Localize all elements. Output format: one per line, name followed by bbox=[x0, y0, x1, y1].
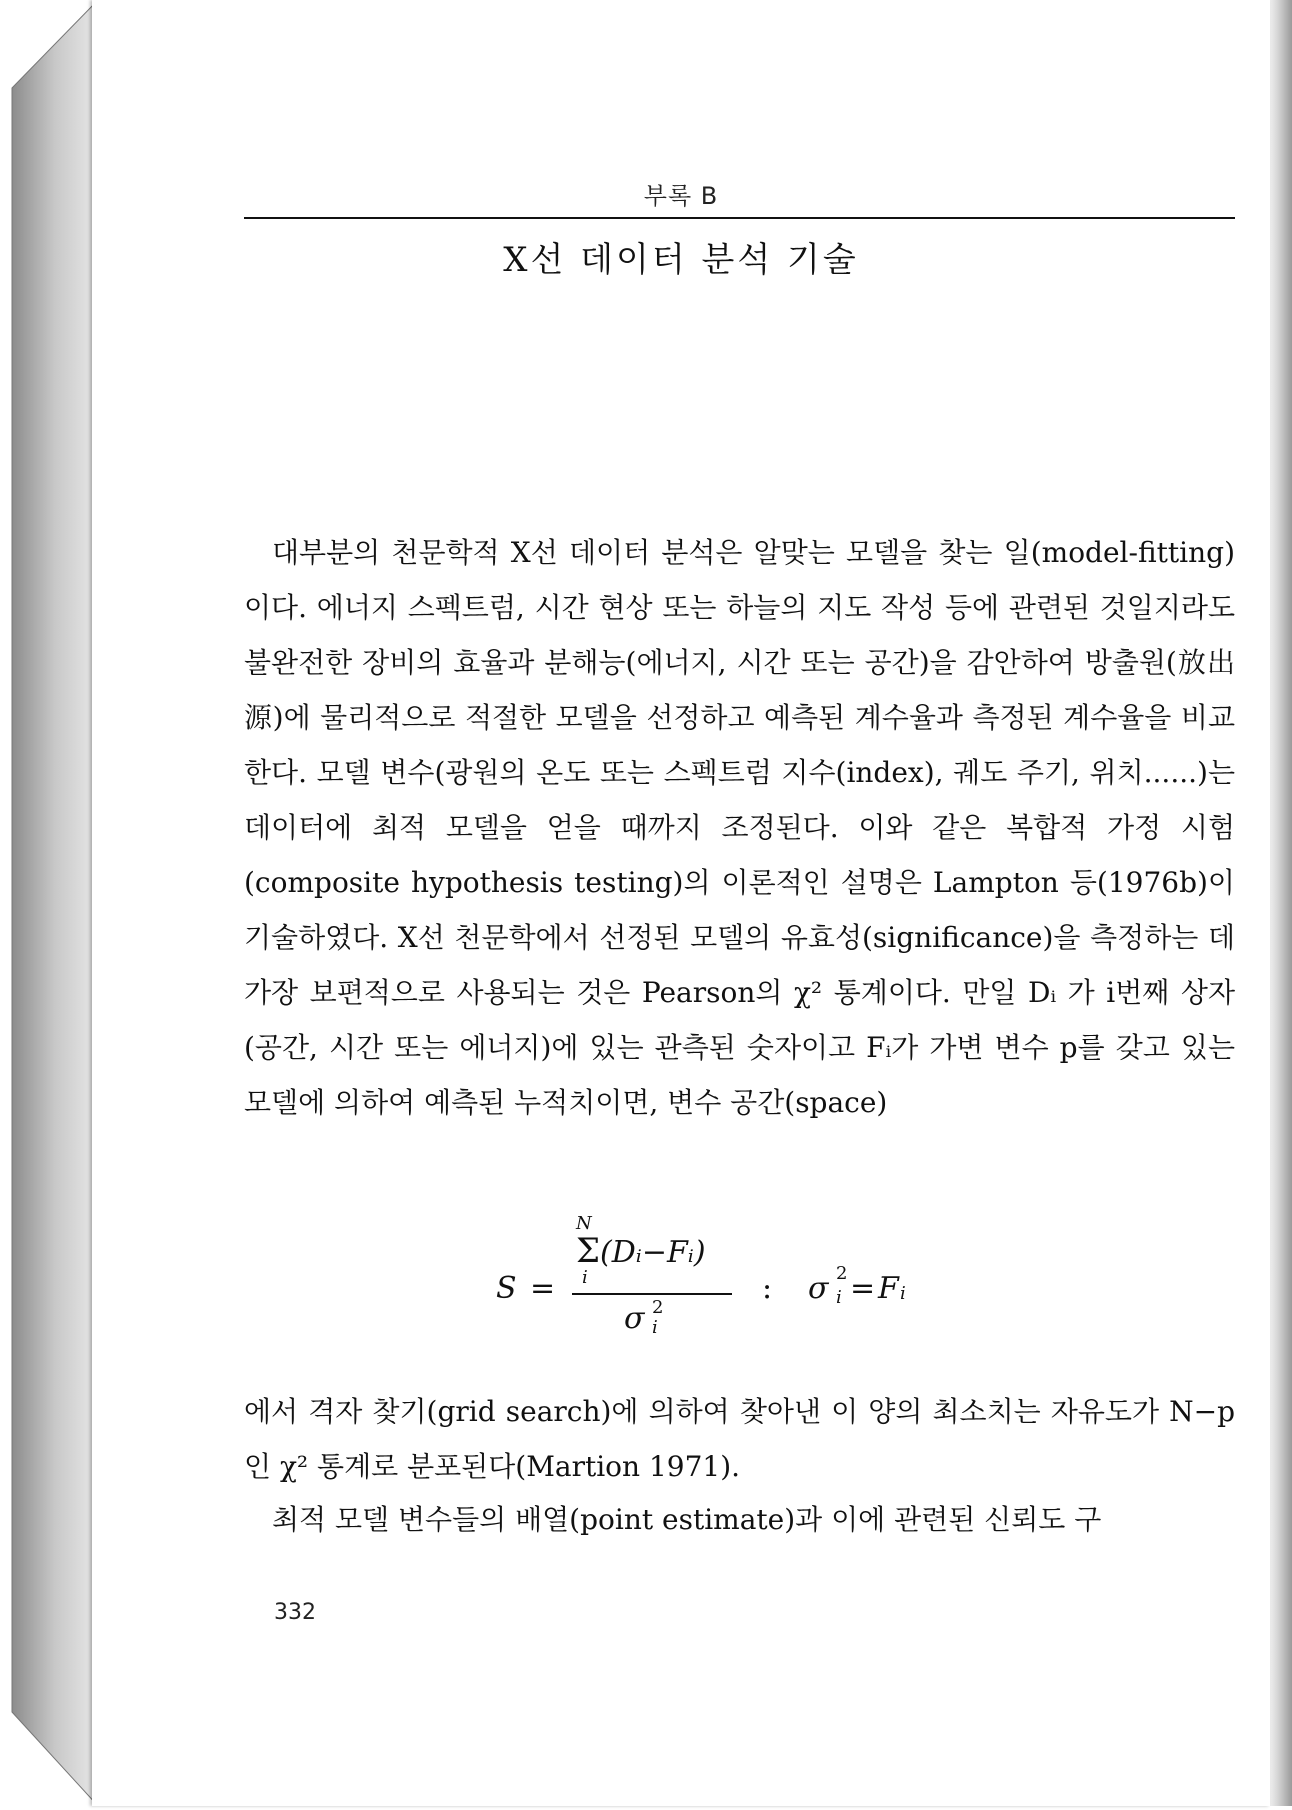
formula-numerator bbox=[576, 1231, 706, 1271]
paragraph-3-text: 최적 모델 변수들의 배열(point estimate)과 이에 관련된 신뢰도 구 bbox=[272, 1503, 1102, 1536]
header-rule bbox=[244, 217, 1235, 219]
formula-sum-upper: N bbox=[576, 1213, 592, 1234]
book-left-edge bbox=[0, 0, 100, 1806]
formula-colon: : bbox=[762, 1271, 773, 1306]
formula-denominator-sub: i bbox=[652, 1317, 658, 1338]
formula-equals: = bbox=[530, 1271, 556, 1306]
formula-sigma-sup: 2 bbox=[836, 1263, 848, 1284]
formula-equals-2: = bbox=[850, 1271, 876, 1306]
paragraph-1 bbox=[244, 525, 1235, 1130]
formula-denominator: σ bbox=[624, 1301, 645, 1336]
formula-fraction-bar bbox=[572, 1293, 732, 1295]
book-right-edge bbox=[1268, 0, 1292, 1806]
formula-numerator-text: (Dᵢ−Fᵢ) bbox=[600, 1235, 706, 1270]
page-number: 332 bbox=[274, 1600, 316, 1625]
formula-sigma-sub: i bbox=[836, 1287, 842, 1308]
formula-F-sub: i bbox=[900, 1283, 906, 1304]
formula-sigma: σ bbox=[808, 1271, 829, 1306]
formula-F: F bbox=[878, 1271, 899, 1306]
formula-S: S bbox=[496, 1271, 517, 1306]
book-page bbox=[92, 0, 1270, 1806]
paragraph-3 bbox=[244, 1492, 1235, 1547]
book-edge-shape bbox=[0, 0, 100, 1806]
formula-sum-symbol: Σ bbox=[576, 1231, 601, 1271]
paragraph-2-text: 에서 격자 찾기(grid search)에 의하여 찾아낸 이 양의 최소치는 자유도가 N−p인 χ² 통계로 분포된다(Martion 1971). bbox=[244, 1395, 1235, 1483]
appendix-label: 부록 B bbox=[643, 182, 719, 210]
chapter-title: X선 데이터 분석 기술 bbox=[503, 240, 859, 280]
formula-denominator-sup: 2 bbox=[652, 1297, 664, 1318]
chi-square-formula bbox=[92, 1213, 1270, 1345]
formula-sum-lower: i bbox=[582, 1267, 588, 1288]
paragraph-2 bbox=[244, 1384, 1235, 1494]
paragraph-1-text: 대부분의 천문학적 X선 데이터 분석은 알맞는 모델을 찾는 일(model-fitting)이다. 에너지 스펙트럼, 시간 현상 또는 하늘의 지도 작성 등에 관련된 것일지라도 불완전한 장비의 효율과 분해능(에너지, 시간 또는 공간)을 감안하여 방출원(放出源)에 물리적으로 적절한 모델을 선정하고 예측된 계수율과 측정된 계수율을 비교한다. 모델 변수(광원의 온도 또는 스펙트럼 지수(index), 궤도 주기, 위치......)는 데이터에 최적 모델을 얻을 때까지 조정된다. 이와 같은 복합적 가정 시험(composite hypothesis testing)의 이론적인 설명은 Lampton 등(1976b)이 기술하였다. X선 천문학에서 선정된 모델의 유효성(significance)을 측정하는 데 가장 보편적으로 사용되는 것은 Pearson의 χ² 통계이다. 만일 Dᵢ 가 i번째 상자(공간, 시간 또는 에너지)에 있는 관측된 숫자이고 Fᵢ가 가변 변수 p를 갖고 있는 모델에 의하여 예측된 누적치이면, 변수 공간(space) bbox=[244, 536, 1235, 1119]
